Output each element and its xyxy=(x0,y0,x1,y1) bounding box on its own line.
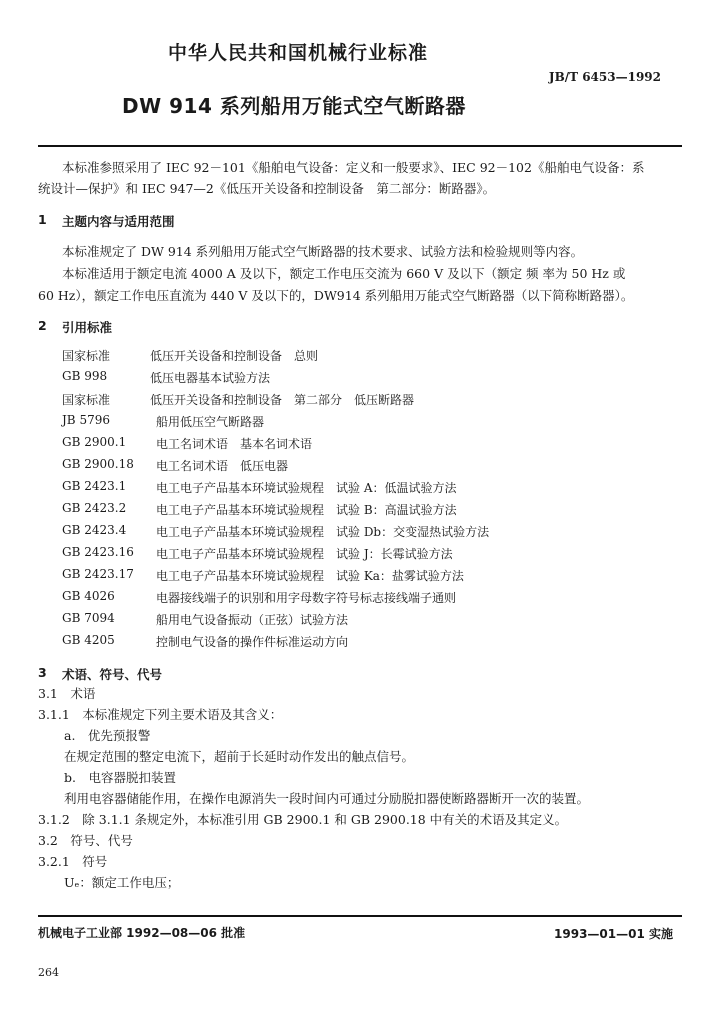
header-rule xyxy=(38,145,682,147)
term-b-definition: 利用电容器储能作用，在操作电源消失一段时间内可通过分励脱扣器使断路器断开一次的装置。 xyxy=(64,791,590,806)
reference-code: GB 2423.4 xyxy=(62,523,127,537)
clause-3-2: 3.2 符号、代号 xyxy=(38,833,133,848)
reference-title: 船用电气设备振动（正弦）试验方法 xyxy=(156,613,349,627)
reference-code: JB 5796 xyxy=(62,413,110,427)
symbol-ue: Uₑ：额定工作电压； xyxy=(64,875,180,890)
term-b-label: b. 电容器脱扣装置 xyxy=(64,770,176,785)
reference-title: 电工电子产品基本环境试验规程 试验 J：长霉试验方法 xyxy=(156,547,453,561)
reference-code: 国家标准 xyxy=(62,349,111,363)
section-2-title: 引用标准 xyxy=(62,320,113,335)
section-2-number: 2 xyxy=(38,318,47,333)
section-3-title: 术语、符号、代号 xyxy=(62,667,163,682)
reference-title: 电器接线端子的识别和用字母数字符号标志接线端子通则 xyxy=(156,591,457,605)
reference-title: 低压开关设备和控制设备 总则 xyxy=(150,349,319,363)
clause-3-2-1: 3.2.1 符号 xyxy=(38,854,108,869)
section-1-number: 1 xyxy=(38,212,47,227)
reference-title: 电工电子产品基本环境试验规程 试验 Db：交变湿热试验方法 xyxy=(156,525,490,539)
reference-code: GB 4026 xyxy=(62,589,115,603)
section-3-number: 3 xyxy=(38,665,47,680)
reference-code: GB 2423.16 xyxy=(62,545,134,559)
reference-code: GB 2900.1 xyxy=(62,435,127,449)
reference-code: GB 2900.18 xyxy=(62,457,134,471)
reference-code: GB 998 xyxy=(62,369,108,383)
reference-code: GB 4205 xyxy=(62,633,115,647)
reference-title: 低压开关设备和控制设备 第二部分 低压断路器 xyxy=(150,393,415,407)
section-1-title: 主题内容与适用范围 xyxy=(62,214,175,229)
standard-code: JB/T 6453—1992 xyxy=(548,70,661,84)
term-a-definition: 在规定范围的整定电流下，超前于长延时动作发出的触点信号。 xyxy=(64,749,415,764)
term-a-label: a. 优先预报警 xyxy=(64,728,151,743)
approval-date: 机械电子工业部 1992—08—06 批准 xyxy=(38,926,246,940)
reference-title: 控制电气设备的操作件标准运动方向 xyxy=(156,635,349,649)
reference-title: 电工名词术语 基本名词术语 xyxy=(156,437,313,451)
reference-code: GB 2423.1 xyxy=(62,479,127,493)
reference-title: 低压电器基本试验方法 xyxy=(150,371,271,385)
reference-code: GB 7094 xyxy=(62,611,115,625)
reference-title: 船用低压空气断路器 xyxy=(156,415,265,429)
intro-line-1: 本标准参照采用了 IEC 92－101《船舶电气设备：定义和一般要求》、IEC 92－102《船舶电气设备：系 xyxy=(62,160,645,175)
reference-code: GB 2423.2 xyxy=(62,501,127,515)
reference-title: 电工电子产品基本环境试验规程 试验 Ka：盐雾试验方法 xyxy=(156,569,464,583)
reference-title: 电工名词术语 低压电器 xyxy=(156,459,289,473)
page-number: 264 xyxy=(38,966,59,979)
org-title: 中华人民共和国机械行业标准 xyxy=(168,42,429,64)
clause-3-1-2: 3.1.2 除 3.1.1 条规定外，本标准引用 GB 2900.1 和 GB 2900.18 中有关的术语及其定义。 xyxy=(38,812,568,827)
reference-title: 电工电子产品基本环境试验规程 试验 A：低温试验方法 xyxy=(156,481,457,495)
reference-title: 电工电子产品基本环境试验规程 试验 B：高温试验方法 xyxy=(156,503,457,517)
intro-line-2: 统设计—保护》和 IEC 947—2《低压开关设备和控制设备 第二部分：断路器》。 xyxy=(38,181,496,196)
reference-code: 国家标准 xyxy=(62,393,111,407)
document-title: DW 914 系列船用万能式空气断路器 xyxy=(122,94,466,118)
section-1-para-1: 本标准规定了 DW 914 系列船用万能式空气断路器的技术要求、试验方法和检验规则等内容。 xyxy=(62,244,584,259)
clause-3-1-1: 3.1.1 本标准规定下列主要术语及其含义： xyxy=(38,707,283,722)
reference-code: GB 2423.17 xyxy=(62,567,134,581)
footer-rule xyxy=(38,915,682,917)
implementation-date: 1993—01—01 实施 xyxy=(554,927,673,941)
section-1-para-2-line-2: 60 Hz），额定工作电压直流为 440 V 及以下的，DW914 系列船用万能式空气断路器（以下简称断路器）。 xyxy=(38,288,634,303)
section-1-para-2-line-1: 本标准适用于额定电流 4000 A 及以下，额定工作电压交流为 660 V 及以下（额定 频 率为 50 Hz 或 xyxy=(62,266,626,281)
clause-3-1: 3.1 术语 xyxy=(38,686,96,701)
